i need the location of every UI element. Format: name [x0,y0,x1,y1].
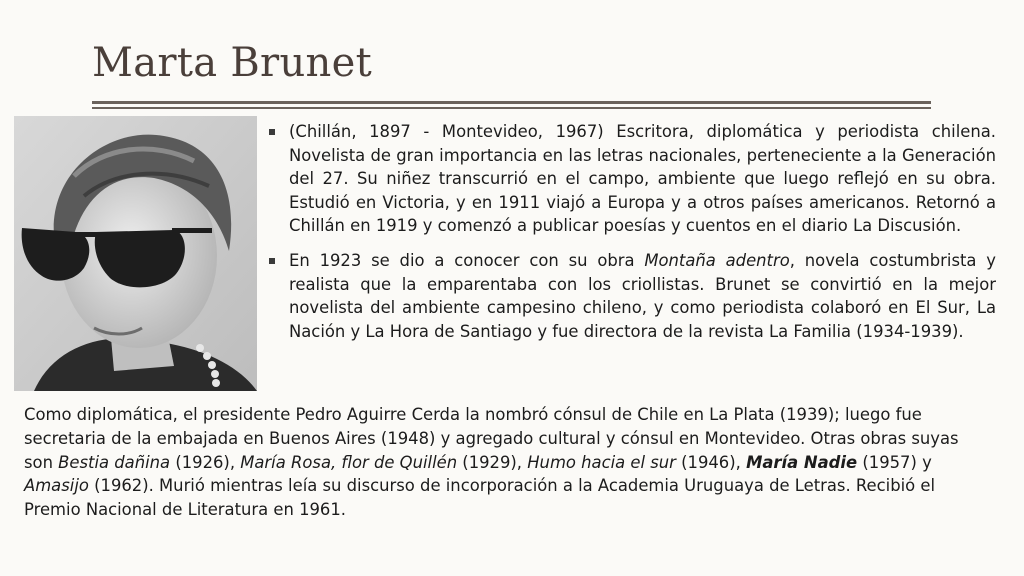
paragraph-text: (1962). Murió mientras leía su discurso de incorporación a la Academia Uruguaya de Letras. Recibió el Premio Nacional de Literatura en 1961. [24,476,936,520]
diplomacy-paragraph [24,403,992,522]
paragraph-text: (1957) y [857,452,932,472]
paragraph-text: Como diplomática, el presidente Pedro Aguirre Cerda la nombró cónsul de Chile en La Plata (1939); luego fue secretaria de la embajada en Buenos Aires (1948) y agregado cultural y cónsul en Montevideo. Otras obras suyas son [24,405,959,472]
book-title-montana-adentro: Montaña adentro [644,250,790,270]
bullet-item-career [268,249,996,343]
book-title: Bestia dañina [58,452,171,472]
book-title: Humo hacia el sur [527,452,676,472]
book-title: Amasijo [24,476,89,496]
book-title-emphasized: María Nadie [746,452,858,472]
bullet-text: (Chillán, 1897 - Montevideo, 1967) Escritora, diplomática y periodista chilena. Novelista de gran importancia en las letras nacionales, perteneciente a la Generación del 27. Su niñez transcurrió en el campo, ambiente que luego reflejó en su obra. Estudió en Victoria, y en 1911 viajó a Europa y a otros países americanos. Retornó a Chillán en 1919 y comenzó a publicar poesías y cuentos en el diario La Discusión. [289,122,996,236]
book-title: María Rosa, flor de Quillén [240,452,458,472]
portrait-illustration [14,116,257,391]
bullet-item-biography [268,120,996,238]
slide-title: Marta Brunet [92,40,372,86]
bullet-marker-icon [269,258,275,264]
paragraph-text: (1946), [675,452,747,472]
paragraph-text: (1926), [170,452,241,472]
title-divider-thick [92,101,931,104]
paragraph-text: (1929), [457,452,528,472]
bullet-list [268,120,996,354]
bullet-text-before: En 1923 se dio a conocer con su obra [289,250,645,270]
title-divider-thin [92,107,931,109]
bullet-text-after: , novela costumbrista y realista que la emparentaba con los criollistas. Brunet se convirtió en la mejor novelista del ambiente campesino chileno, y como periodista colaboró en El Sur, La Nación y La Hora de Santiago y fue directora de la revista La Familia (1934-1939). [289,250,996,341]
bullet-marker-icon [269,129,275,135]
portrait-photo [14,116,257,391]
